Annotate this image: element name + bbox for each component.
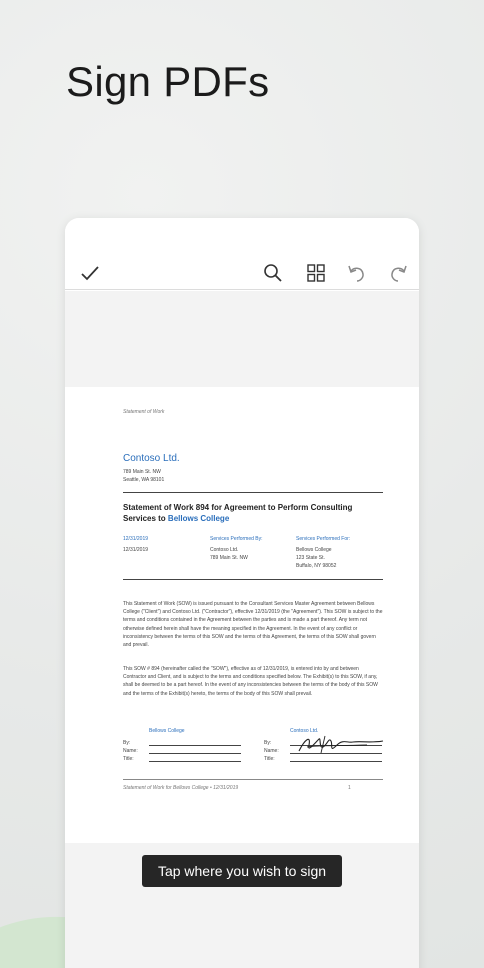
document-header-label: Statement of Work: [123, 409, 165, 415]
sign-instruction-toast: Tap where you wish to sign: [142, 855, 342, 887]
right-by-label: By:: [264, 740, 272, 746]
paragraph-1: This Statement of Work (SOW) is issued pursuant to the Consultant Services Master Agreement between Bellows College ("Client") and Contoso Ltd. ("Contractor"), effective 12/31/2019 (the "Agreement"). This SOW is subject to the terms and conditions contained in the Agreement between the parties and is made a part thereof. Any term not otherwise defined herein shall have the meaning specified in the Agreement. In the event of any conflict or inconsistency between the terms of this SOW and the terms of this Agreement, the terms of this SOW shall govern and prevail.: [123, 601, 383, 649]
left-name-line[interactable]: [149, 753, 241, 754]
sow-title-text: Statement of Work 894 for Agreement to Perform Consulting Services to: [123, 503, 353, 523]
date-column-value: 12/31/2019: [123, 547, 149, 553]
company-name: Contoso Ltd.: [123, 453, 180, 464]
pdf-page[interactable]: [65, 387, 419, 843]
search-icon[interactable]: [262, 262, 284, 284]
page-footer: Statement of Work for Bellows College • 12/31/2019: [123, 785, 239, 791]
check-icon[interactable]: [79, 262, 101, 284]
left-title-line[interactable]: [149, 761, 241, 762]
right-title-line[interactable]: [290, 761, 382, 762]
hero-title: Sign PDFs: [66, 58, 270, 105]
performed-by-line2: 789 Main St. NW: [210, 555, 248, 561]
performed-by-head: Services Performed By:: [210, 536, 263, 542]
viewer-background-top: [65, 291, 419, 387]
divider: [123, 579, 383, 580]
left-name-label: Name:: [123, 748, 138, 754]
divider: [123, 492, 383, 493]
left-party-name: Bellows College: [149, 728, 185, 734]
performed-by-line1: Contoso Ltd.: [210, 547, 239, 553]
company-address-line2: Seattle, WA 98101: [123, 477, 165, 483]
right-name-label: Name:: [264, 748, 279, 754]
left-by-label: By:: [123, 740, 131, 746]
sow-title: [123, 502, 383, 524]
paragraph-2: This SOW # 894 (hereinafter called the "SOW"), effective as of 12/31/2019, is entered into by and between Contractor and Client, and is subject to the terms and conditions specified below. The Exhibit(s) to this SOW, if any, shall be deemed to be a part hereof. In the event of any inconsistencies between the terms of the body of this SOW and the terms of the Exhibit(s) hereto, the terms of the body of this SOW shall prevail.: [123, 666, 378, 697]
footer-divider: [123, 779, 383, 780]
left-title-label: Title:: [123, 756, 134, 762]
company-address-line1: 789 Main St. NW: [123, 469, 161, 475]
undo-icon[interactable]: [346, 262, 368, 284]
left-signature-line[interactable]: [149, 745, 241, 746]
performed-for-head: Services Performed For:: [296, 536, 351, 542]
performed-for-line1: Bellows College: [296, 547, 332, 553]
handwritten-signature: [297, 733, 387, 757]
right-party-name: Contoso Ltd.: [290, 728, 319, 734]
page-number: 1: [348, 785, 351, 791]
thumbnails-icon[interactable]: [305, 262, 327, 284]
performed-for-line3: Buffalo, NY 98052: [296, 563, 337, 569]
performed-for-line2: 123 State St.: [296, 555, 325, 561]
sow-title-client: Bellows College: [167, 514, 230, 523]
toolbar: [65, 218, 419, 290]
date-column-head: 12/31/2019: [123, 536, 149, 542]
redo-icon[interactable]: [387, 262, 409, 284]
right-title-label: Title:: [264, 756, 275, 762]
